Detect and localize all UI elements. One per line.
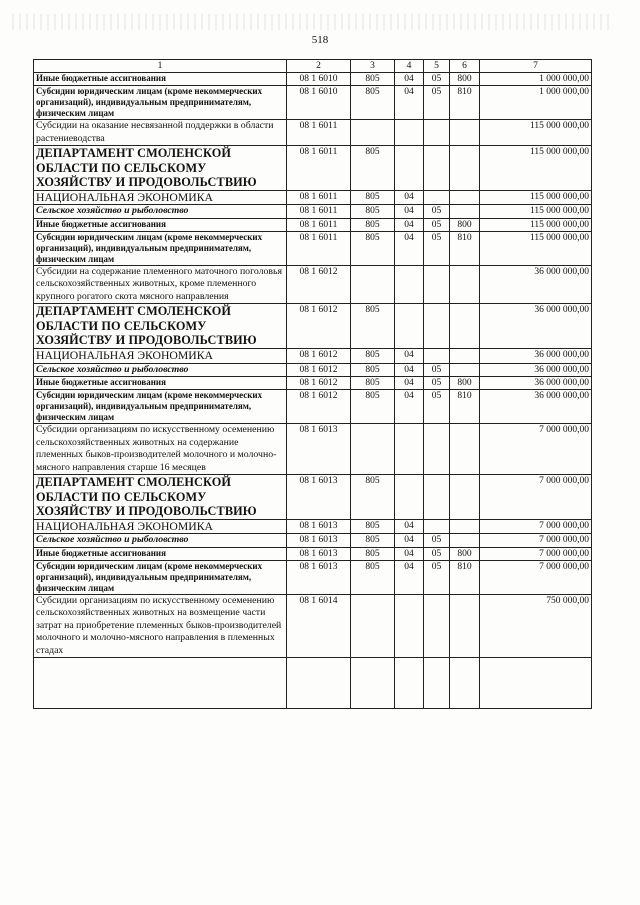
page-number: 518	[311, 34, 329, 46]
row-section-cell: 04	[395, 218, 424, 231]
row-department-code-cell	[351, 424, 395, 475]
header-col-4: 4	[395, 60, 424, 73]
scan-noise	[12, 14, 612, 30]
table-row	[34, 120, 592, 146]
row-target-code-cell: 08 1 6012	[287, 390, 351, 424]
row-section-cell: 04	[395, 390, 424, 424]
row-target-code-cell: 08 1 6010	[287, 86, 351, 120]
row-subsection-cell: 05	[424, 547, 450, 560]
row-amount-cell: 1 000 000,00	[480, 73, 592, 86]
table-row	[34, 146, 592, 191]
row-target-code-cell: 08 1 6012	[287, 363, 351, 377]
table-row	[34, 218, 592, 231]
row-department-code-cell: 805	[351, 475, 395, 520]
row-expense-type-cell: 810	[450, 560, 480, 594]
row-expense-type-cell: 800	[450, 377, 480, 390]
row-amount-cell: 1 000 000,00	[480, 86, 592, 120]
table-row	[34, 363, 592, 377]
header-col-1: 1	[34, 60, 287, 73]
row-target-code-cell: 08 1 6013	[287, 475, 351, 520]
row-expense-type-cell	[450, 120, 480, 146]
row-target-code-cell: 08 1 6014	[287, 594, 351, 658]
row-subsection-cell	[424, 146, 450, 191]
row-target-code-cell: 08 1 6013	[287, 424, 351, 475]
row-amount-cell: 7 000 000,00	[480, 547, 592, 560]
row-department-code-cell: 805	[351, 86, 395, 120]
row-section-cell: 04	[395, 519, 424, 534]
row-name-cell: ДЕПАРТАМЕНТ СМОЛЕНСКОЙ ОБЛАСТИ ПО СЕЛЬСКОМУ ХОЗЯЙСТВУ И ПРОДОВОЛЬСТВИЮ	[34, 304, 287, 349]
row-target-code-cell: 08 1 6011	[287, 146, 351, 191]
row-department-code-cell	[351, 594, 395, 658]
table-row	[34, 424, 592, 475]
row-amount-cell: 36 000 000,00	[480, 377, 592, 390]
row-amount-cell: 115 000 000,00	[480, 190, 592, 205]
row-subsection-cell: 05	[424, 73, 450, 86]
header-col-5: 5	[424, 60, 450, 73]
row-target-code-cell: 08 1 6012	[287, 349, 351, 364]
row-subsection-cell: 05	[424, 205, 450, 219]
row-section-cell: 04	[395, 190, 424, 205]
row-section-cell	[395, 594, 424, 658]
row-subsection-cell	[424, 349, 450, 364]
row-expense-type-cell	[450, 304, 480, 349]
row-name-cell: Иные бюджетные ассигнования	[34, 73, 287, 86]
table-row	[34, 390, 592, 424]
table-row	[34, 560, 592, 594]
row-expense-type-cell	[450, 146, 480, 191]
row-name-cell: НАЦИОНАЛЬНАЯ ЭКОНОМИКА	[34, 519, 287, 534]
row-department-code-cell: 805	[351, 146, 395, 191]
table-row	[34, 205, 592, 219]
row-expense-type-cell	[450, 205, 480, 219]
row-subsection-cell	[424, 265, 450, 304]
row-section-cell: 04	[395, 560, 424, 594]
row-target-code-cell: 08 1 6013	[287, 547, 351, 560]
row-amount-cell: 115 000 000,00	[480, 205, 592, 219]
row-expense-type-cell: 800	[450, 547, 480, 560]
row-name-cell: Субсидии организациям по искусственному осеменению сельскохозяйственных животных на содержание племенных быков-производителей молочного и молочно-мясного направления старше 16 месяцев	[34, 424, 287, 475]
row-expense-type-cell	[450, 349, 480, 364]
row-name-cell: Иные бюджетные ассигнования	[34, 547, 287, 560]
row-expense-type-cell: 810	[450, 231, 480, 265]
row-amount-cell: 7 000 000,00	[480, 519, 592, 534]
table-row	[34, 534, 592, 548]
budget-table	[33, 59, 592, 709]
row-amount-cell: 115 000 000,00	[480, 146, 592, 191]
row-name-cell: Субсидии юридическим лицам (кроме некоммерческих организаций), индивидуальным предпринимателям, физическим лицам	[34, 231, 287, 265]
row-section-cell	[395, 304, 424, 349]
row-target-code-cell: 08 1 6011	[287, 205, 351, 219]
row-section-cell	[395, 424, 424, 475]
row-section-cell: 04	[395, 377, 424, 390]
row-target-code-cell: 08 1 6011	[287, 218, 351, 231]
header-col-7: 7	[480, 60, 592, 73]
row-department-code-cell: 805	[351, 519, 395, 534]
row-target-code-cell: 08 1 6012	[287, 377, 351, 390]
row-name-cell: Субсидии на оказание несвязанной поддержки в области растениеводства	[34, 120, 287, 146]
row-section-cell	[395, 475, 424, 520]
row-expense-type-cell: 810	[450, 86, 480, 120]
row-subsection-cell	[424, 304, 450, 349]
row-name-cell: Субсидии юридическим лицам (кроме некоммерческих организаций), индивидуальным предпринимателям, физическим лицам	[34, 390, 287, 424]
row-department-code-cell: 805	[351, 73, 395, 86]
row-section-cell	[395, 265, 424, 304]
row-expense-type-cell	[450, 190, 480, 205]
row-amount-cell: 7 000 000,00	[480, 560, 592, 594]
row-amount-cell: 115 000 000,00	[480, 231, 592, 265]
table-row	[34, 73, 592, 86]
row-name-cell: Сельское хозяйство и рыболовство	[34, 363, 287, 377]
empty-cell	[34, 658, 287, 709]
row-target-code-cell: 08 1 6012	[287, 265, 351, 304]
row-expense-type-cell	[450, 424, 480, 475]
row-section-cell: 04	[395, 349, 424, 364]
row-amount-cell: 36 000 000,00	[480, 349, 592, 364]
row-target-code-cell: 08 1 6011	[287, 190, 351, 205]
table-row-continuation	[34, 658, 592, 709]
row-name-cell: Иные бюджетные ассигнования	[34, 377, 287, 390]
header-col-3: 3	[351, 60, 395, 73]
row-subsection-cell: 05	[424, 231, 450, 265]
row-target-code-cell: 08 1 6013	[287, 519, 351, 534]
row-department-code-cell: 805	[351, 218, 395, 231]
row-section-cell	[395, 146, 424, 191]
row-amount-cell: 7 000 000,00	[480, 475, 592, 520]
row-target-code-cell: 08 1 6013	[287, 534, 351, 548]
table-row	[34, 547, 592, 560]
empty-cell	[395, 658, 424, 709]
row-name-cell: Субсидии юридическим лицам (кроме некоммерческих организаций), индивидуальным предпринимателям, физическим лицам	[34, 560, 287, 594]
row-subsection-cell	[424, 190, 450, 205]
row-amount-cell: 750 000,00	[480, 594, 592, 658]
row-expense-type-cell	[450, 594, 480, 658]
row-amount-cell: 36 000 000,00	[480, 304, 592, 349]
row-amount-cell: 115 000 000,00	[480, 120, 592, 146]
row-name-cell: Субсидии на содержание племенного маточного поголовья сельскохозяйственных животных, кроме племенного крупного рогатого скота мясного направления	[34, 265, 287, 304]
row-name-cell: Иные бюджетные ассигнования	[34, 218, 287, 231]
empty-cell	[351, 658, 395, 709]
row-subsection-cell	[424, 475, 450, 520]
row-subsection-cell: 05	[424, 390, 450, 424]
row-expense-type-cell	[450, 475, 480, 520]
row-section-cell	[395, 120, 424, 146]
row-expense-type-cell: 810	[450, 390, 480, 424]
row-target-code-cell: 08 1 6013	[287, 560, 351, 594]
row-target-code-cell: 08 1 6011	[287, 120, 351, 146]
row-expense-type-cell: 800	[450, 73, 480, 86]
row-subsection-cell	[424, 120, 450, 146]
row-department-code-cell	[351, 120, 395, 146]
table-row	[34, 594, 592, 658]
row-department-code-cell: 805	[351, 390, 395, 424]
table-row	[34, 475, 592, 520]
row-name-cell: ДЕПАРТАМЕНТ СМОЛЕНСКОЙ ОБЛАСТИ ПО СЕЛЬСКОМУ ХОЗЯЙСТВУ И ПРОДОВОЛЬСТВИЮ	[34, 475, 287, 520]
row-amount-cell: 115 000 000,00	[480, 218, 592, 231]
table-row	[34, 377, 592, 390]
row-amount-cell: 7 000 000,00	[480, 534, 592, 548]
row-expense-type-cell	[450, 265, 480, 304]
table-row	[34, 231, 592, 265]
row-department-code-cell: 805	[351, 377, 395, 390]
row-expense-type-cell	[450, 534, 480, 548]
row-section-cell: 04	[395, 363, 424, 377]
row-amount-cell: 36 000 000,00	[480, 390, 592, 424]
table-row	[34, 86, 592, 120]
row-amount-cell: 36 000 000,00	[480, 363, 592, 377]
row-section-cell: 04	[395, 86, 424, 120]
empty-cell	[287, 658, 351, 709]
table-row	[34, 190, 592, 205]
row-name-cell: Субсидии юридическим лицам (кроме некоммерческих организаций), индивидуальным предпринимателям, физическим лицам	[34, 86, 287, 120]
row-department-code-cell: 805	[351, 363, 395, 377]
row-expense-type-cell	[450, 519, 480, 534]
row-subsection-cell: 05	[424, 363, 450, 377]
row-department-code-cell: 805	[351, 205, 395, 219]
row-name-cell: НАЦИОНАЛЬНАЯ ЭКОНОМИКА	[34, 190, 287, 205]
row-section-cell: 04	[395, 547, 424, 560]
row-subsection-cell: 05	[424, 560, 450, 594]
row-name-cell: ДЕПАРТАМЕНТ СМОЛЕНСКОЙ ОБЛАСТИ ПО СЕЛЬСКОМУ ХОЗЯЙСТВУ И ПРОДОВОЛЬСТВИЮ	[34, 146, 287, 191]
table-body	[34, 73, 592, 709]
row-subsection-cell: 05	[424, 377, 450, 390]
empty-cell	[450, 658, 480, 709]
table-row	[34, 304, 592, 349]
row-department-code-cell: 805	[351, 190, 395, 205]
row-subsection-cell: 05	[424, 218, 450, 231]
row-name-cell: НАЦИОНАЛЬНАЯ ЭКОНОМИКА	[34, 349, 287, 364]
row-amount-cell: 7 000 000,00	[480, 424, 592, 475]
row-expense-type-cell: 800	[450, 218, 480, 231]
row-department-code-cell	[351, 265, 395, 304]
table-row	[34, 265, 592, 304]
row-name-cell: Субсидии организациям по искусственному осеменению сельскохозяйственных животных на возмещение части затрат на приобретение племенных быков-производителей молочного и молочно-мясного направления в племенных стадах	[34, 594, 287, 658]
row-department-code-cell: 805	[351, 547, 395, 560]
header-col-6: 6	[450, 60, 480, 73]
row-target-code-cell: 08 1 6010	[287, 73, 351, 86]
row-subsection-cell: 05	[424, 86, 450, 120]
row-subsection-cell	[424, 519, 450, 534]
row-name-cell: Сельское хозяйство и рыболовство	[34, 534, 287, 548]
row-department-code-cell: 805	[351, 231, 395, 265]
row-department-code-cell: 805	[351, 304, 395, 349]
row-subsection-cell	[424, 424, 450, 475]
row-section-cell: 04	[395, 534, 424, 548]
row-department-code-cell: 805	[351, 349, 395, 364]
table-row	[34, 519, 592, 534]
table-row	[34, 349, 592, 364]
empty-cell	[424, 658, 450, 709]
row-department-code-cell: 805	[351, 560, 395, 594]
row-target-code-cell: 08 1 6011	[287, 231, 351, 265]
row-subsection-cell	[424, 594, 450, 658]
empty-cell	[480, 658, 592, 709]
row-section-cell: 04	[395, 73, 424, 86]
row-amount-cell: 36 000 000,00	[480, 265, 592, 304]
row-section-cell: 04	[395, 205, 424, 219]
row-expense-type-cell	[450, 363, 480, 377]
header-col-2: 2	[287, 60, 351, 73]
row-subsection-cell: 05	[424, 534, 450, 548]
row-section-cell: 04	[395, 231, 424, 265]
header-row	[34, 60, 592, 73]
row-name-cell: Сельское хозяйство и рыболовство	[34, 205, 287, 219]
row-target-code-cell: 08 1 6012	[287, 304, 351, 349]
row-department-code-cell: 805	[351, 534, 395, 548]
